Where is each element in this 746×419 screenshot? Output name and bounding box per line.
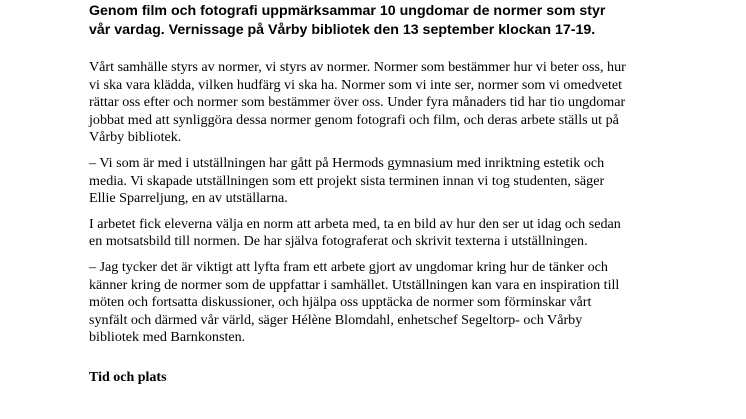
body-paragraph-2: – Vi som är med i utställningen har gått på Hermods gymnasium med inriktning estetik och media. Vi skapade utställningen som ett projekt sista terminen innan vi tog studenten, säger Ellie Sparreljung, en av utställarna. (89, 154, 605, 207)
press-release-page (89, 0, 629, 387)
time-and-place-heading: Tid och plats (89, 369, 167, 385)
lead-paragraph: Genom film och fotografi uppmärksammar 10 ungdomar de normer som styr vår vardag. Vernissage på Vårby bibliotek den 13 september klockan 17-19. (89, 3, 606, 38)
body-paragraph-4: – Jag tycker det är viktigt att lyfta fram ett arbete gjort av ungdomar kring hur de tänker och känner kring de normer som de uppfattar i samhället. Utställningen kan vara en inspiration till möten och fortsatta diskussioner, och hjälpa oss upptäcka de normer som förminskar vårt synfält och därmed vår värld, säger Hélène Blomdahl, enhetschef Segeltorp- och Vårby bibliotek med Barnkonsten. (89, 258, 620, 346)
article-body (89, 59, 629, 347)
body-paragraph-3: I arbetet fick eleverna välja en norm att arbeta med, ta en bild av hur den ser ut idag och sedan en motsatsbild till normen. De har själva fotograferat och skrivit texterna i utställningen. (89, 215, 621, 250)
body-paragraph-1: Vårt samhälle styrs av normer, vi styrs av normer. Normer som bestämmer hur vi beter oss, hur vi ska vara klädda, vilken hudfärg vi ska ha. Normer som vi inte ser, normer som vi omedvetet rättar oss efter och normer som bestämmer över oss. Under fyra månaders tid har tio ungdomar jobbat med att synliggöra dessa normer genom fotografi och film, och deras arbete ställs ut på Vårby bibliotek. (89, 59, 626, 146)
